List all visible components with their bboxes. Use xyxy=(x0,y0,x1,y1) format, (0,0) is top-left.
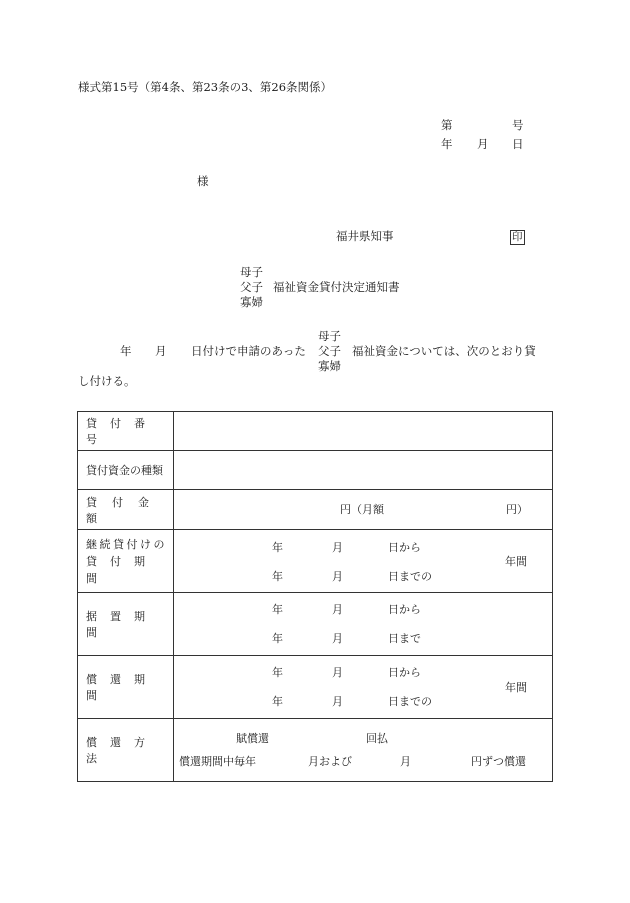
document-number-prefix: 第 xyxy=(441,118,453,132)
repay-until-year: 年 xyxy=(272,695,283,708)
repay-from-year: 年 xyxy=(272,666,283,679)
table-row-fund-type xyxy=(78,451,553,490)
repay-until-day: 日までの xyxy=(388,695,432,708)
table-row-amount xyxy=(78,490,553,530)
loan-number-label-text: 貸付番号 xyxy=(86,417,158,446)
continuing-from-day: 日から xyxy=(388,541,421,554)
repayment-method-label: 償還方法 xyxy=(86,736,158,765)
continuing-until-day: 日までの xyxy=(388,570,432,583)
body-stack-boshi: 母子 xyxy=(318,329,341,343)
table-row-repayment-period xyxy=(78,656,553,719)
issuer-name: 福井県知事 xyxy=(336,229,394,243)
grace-from-year: 年 xyxy=(272,603,283,616)
repay-month: 月 xyxy=(400,755,411,768)
loan-number-label xyxy=(78,415,173,447)
repay-from-day: 日から xyxy=(388,666,421,679)
table-row-grace-period xyxy=(78,593,553,656)
amount-yen-monthly: 円（月額 xyxy=(340,503,384,516)
body-rest-text: 福祉資金については、次のとおり貸 xyxy=(352,344,536,358)
continuing-until-year: 年 xyxy=(272,570,283,583)
body-line2: し付ける。 xyxy=(78,374,136,388)
continuing-label-line2: 貸付期間 xyxy=(86,554,158,585)
grace-from-month: 月 xyxy=(332,603,343,616)
loan-number-value[interactable] xyxy=(174,412,553,451)
form-reference: 様式第15号（第4条、第23条の3、第26条関係） xyxy=(78,80,333,94)
repay-month-and: 月および xyxy=(308,755,352,768)
title-stack-fushi: 父子 xyxy=(240,280,263,294)
title-stack-kafu: 寡婦 xyxy=(240,295,263,309)
continuing-from-year: 年 xyxy=(272,541,283,554)
grace-from-day: 日から xyxy=(388,603,421,616)
amount-yen-close: 円） xyxy=(506,503,528,516)
continuing-from-month: 月 xyxy=(332,541,343,554)
body-year: 年 xyxy=(120,344,132,358)
table-row-repayment-method xyxy=(78,719,553,782)
document-number-suffix: 号 xyxy=(512,118,524,132)
repay-from-month: 月 xyxy=(332,666,343,679)
addressee-honorific: 様 xyxy=(197,174,209,188)
seal-mark: 印 xyxy=(512,231,523,243)
grace-label: 据置期間 xyxy=(86,610,158,639)
repayment-period-label: 償還期間 xyxy=(86,673,158,702)
title-stack-boshi: 母子 xyxy=(240,265,263,279)
amount-label: 貸付金額 xyxy=(86,495,164,525)
date-day: 日 xyxy=(512,137,524,151)
fund-type-label: 貸付資金の種類 xyxy=(86,464,163,477)
body-stack-fushi: 父子 xyxy=(318,344,341,358)
body-stack-kafu: 寡婦 xyxy=(318,359,341,373)
grace-until-day: 日まで xyxy=(388,632,421,645)
date-month: 月 xyxy=(477,137,489,151)
continuing-label xyxy=(78,536,173,587)
loan-decision-table xyxy=(77,411,553,782)
body-applied-text: 日付けで申請のあった xyxy=(191,344,306,358)
continuing-until-month: 月 xyxy=(332,570,343,583)
repay-times: 回払 xyxy=(366,732,388,745)
fund-type-value[interactable] xyxy=(174,451,553,490)
document-title: 福祉資金貸付決定通知書 xyxy=(273,280,400,294)
repay-yen-each: 円ずつ償還 xyxy=(471,755,526,768)
repay-years: 年間 xyxy=(505,681,527,694)
continuing-label-line1: 継続貸付けの xyxy=(86,537,167,551)
repay-until-month: 月 xyxy=(332,695,343,708)
grace-until-year: 年 xyxy=(272,632,283,645)
repay-each-year: 償還期間中毎年 xyxy=(179,755,256,768)
body-month: 月 xyxy=(155,344,167,358)
table-row-loan-number xyxy=(78,412,553,451)
date-year: 年 xyxy=(441,137,453,151)
table-row-continuing-period xyxy=(78,530,553,593)
grace-until-month: 月 xyxy=(332,632,343,645)
continuing-years: 年間 xyxy=(505,555,527,568)
repay-installment: 賦償還 xyxy=(236,732,269,745)
